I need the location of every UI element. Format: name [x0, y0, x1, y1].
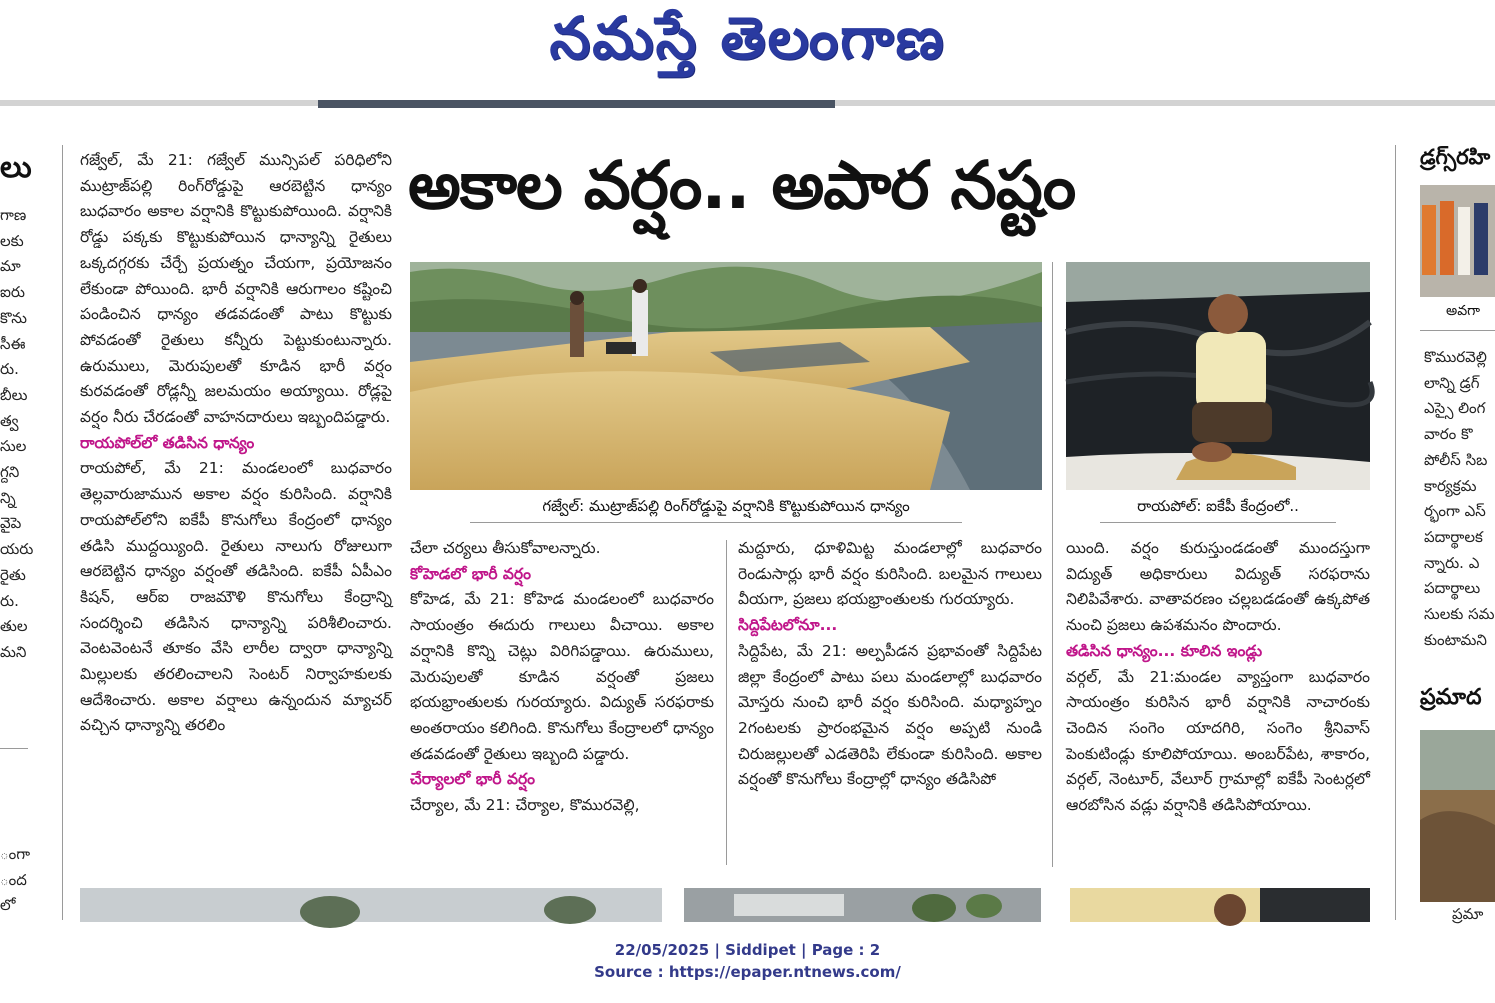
right-fragment-line: సులకు సమ	[1424, 605, 1495, 623]
right-fragment-heading: డ్రగ్స్‌రహి	[1420, 145, 1491, 169]
photo-right-bottom-image	[1420, 730, 1495, 902]
left-fragment-heading: లు	[0, 150, 32, 185]
right-fragment-line: పదార్థాలక	[1424, 527, 1483, 546]
right-fragment-line: న్నారు. ఎ	[1424, 553, 1480, 572]
caption-underline	[470, 522, 962, 523]
column-rule	[726, 540, 727, 865]
right-fragment-line: కార్యక్రమ	[1424, 476, 1477, 495]
footer-source: Source : https://epaper.ntnews.com/	[594, 963, 901, 981]
right-fragment-line: వారం కొ	[1424, 425, 1473, 444]
article-column-1	[80, 148, 392, 868]
photo-right-top-image	[1420, 185, 1495, 297]
article-column-4	[1066, 536, 1370, 866]
article-subhead: తడిసిన ధాన్యం... కూలిన ఇండ్లు	[1066, 641, 1263, 660]
article-paragraph: వర్గల్‌, మే 21:మండల వ్యాప్తంగా బుధవారం సాయంత్రం కురిసిన భారీ వర్షానికి నాచారంకు చెందిన సంగెం యాదగిరి, సంగెం శ్రీనివాస్‌ పెంకుటిండ్లు కూలిపోయాయి. అంబర్‌పేట, శాకారం, వర్గల్‌, నెంటూర్‌, వేలూర్‌ గ్రామాల్లో ఐకేపీ సెంటర్లలో ఆరబోసిన వడ్లు వర్షానికి తడిసిపోయాయి.	[1066, 667, 1370, 815]
photo-bottom-1	[80, 888, 662, 922]
column-rule-right	[1395, 145, 1396, 920]
right-fragment-heading-2: ప్రమాద	[1420, 685, 1482, 710]
photo-caption-2: రాయపోల్‌: ఐకేపీ కేంద్రంలో..	[1137, 497, 1299, 515]
left-fragment-line: సీఈ	[0, 334, 26, 353]
right-fragment-line: ర్భంగా ఎస్	[1424, 502, 1486, 521]
right-fragment-line: పోలీస్ సిబ	[1424, 450, 1488, 469]
left-fragment-line: మని	[0, 642, 27, 661]
masthead	[0, 0, 1495, 108]
photo-bottom-2	[684, 888, 1041, 922]
left-fragment-line: రు.	[0, 591, 19, 610]
article-paragraph: సిద్దిపేట, మే 21: అల్పపీడన ప్రభావంతో సిద్దిపేట జిల్లా కేంద్రంలో పాటు పలు మండలాల్లో బుధవారం మోస్తరు నుంచి భారీ వర్షం కురిసింది. మధ్యాహ్నం 2గంటలకు ప్రారంభమైన వర్షం అప్పటి నుండి చిరుజల్లులతో ఎడతెరిపి లేకుండా కురిసింది. అకాల వర్షంతో కొనుగోలు కేంద్రాల్లో ధాన్యం తడిసిపో	[738, 641, 1042, 789]
left-fragment-line: సుల	[0, 437, 27, 456]
photo-right-top	[1420, 185, 1495, 297]
left-fragment-line: మా	[0, 257, 21, 276]
photo-grain-road-image	[410, 262, 1042, 490]
caption-underline	[1100, 522, 1336, 523]
article-paragraph: మద్దూరు, ధూళిమిట్ట మండలాల్లో బుధవారం రెండుసార్లు భారీ వర్షం కురిసింది. బలమైన గాలులు వీయగా, ప్రజలు భయభ్రాంతులకు గురయ్యారు.	[738, 539, 1042, 609]
right-fragment-line: ఎస్సై లింగ	[1424, 399, 1486, 418]
left-divider	[0, 748, 28, 749]
photo-bottom-3	[1070, 888, 1370, 922]
left-fragment-line: యరు	[0, 540, 34, 559]
photo-farmer	[1066, 262, 1370, 490]
left-fragment-line: తుల	[0, 617, 28, 636]
article-column-2	[410, 536, 714, 866]
right-fragment-line: పదార్థాలు	[1424, 579, 1481, 598]
left-fragment-line: గ్దని	[0, 463, 20, 481]
photo-farmer-image	[1066, 262, 1370, 490]
article-headline: అకాల వర్షం.. అపార నష్టం	[408, 147, 1076, 224]
article-subhead: కోహెడలో భారీ వర్షం	[410, 564, 531, 583]
left-fragment-line: న్ని	[0, 488, 16, 507]
article-paragraph: రాయపోల్‌, మే 21: మండలంలో బుధవారం తెల్లవారుజామున అకాల వర్షం కురిసింది. వర్షానికి రాయపోల్‌లోని ఐకేపీ కొనుగోలు కేంద్రంలో ధాన్యం తడిసి ముద్దయ్యింది. రైతులు నాలుగు రోజులుగా ఆరబెట్టిన ధాన్యం వర్షంతో తడిసింది. ఐకేపీ ఏపీఎం కిషన్‌, ఆర్‌ఐ రాజమౌళి కొనుగోలు కేంద్రాన్ని సందర్శించి తడిసిన ధాన్యాన్ని పరిశీలించారు. వెంటవెంటనే తూకం వేసి లారీల ద్వారా ధాన్యాన్ని మిల్లులకు తరలించాలని సెంటర్‌ నిర్వాహకులకు ఆదేశించారు. అకాల వర్షాలు ఉన్నందున మ్యాచర్‌ వచ్చిన ధాన్యాన్ని తరలిం	[80, 459, 392, 735]
article-paragraph: యింది. వర్షం కురుస్తుండడంతో ముందస్తుగా విద్యుత్‌ అధికారులు విద్యుత్‌ సరఫరాను నిలిపివేశారు. వాతావరణం చల్లబడడంతో ఉక్కపోత నుంచి ప్రజలు ఉపశమనం పొందారు.	[1066, 539, 1370, 635]
left-fragment-line: కొను	[0, 308, 27, 327]
article-paragraph: గజ్వేల్‌, మే 21: గజ్వేల్‌ మున్సిపల్‌ పరిధిలోని ముట్రాజ్‌పల్లి రింగ్‌రోడ్డుపై ఆరబెట్టిన ధాన్యం బుధవారం అకాల వర్షానికి కొట్టుకుపోయింది. వర్షానికి రోడ్డు పక్కకు కొట్టుకుపోయిన ధాన్యాన్ని రైతులు ఒక్కదగ్గరకు చేర్చే ప్రయత్నం చేయగా, ప్రయోజనం లేకుండా పోయింది. భారీ వర్షానికి ఆరుగాలం కష్టించి పండించిన ధాన్యం తడవడంతో పాటు కొట్టుకు పోవడంతో రైతులు కన్నీరు పెట్టుకుంటున్నారు. ఉరుములు, మెరుపులతో కూడిన భారీ వర్షం కురవడంతో రోడ్లన్నీ జలమయం అయ్యాయి. రోడ్లపై వర్షం నీరు చేరడంతో వాహనదారులు ఇబ్బందిపడ్డారు.	[80, 151, 392, 427]
article-paragraph: చేలా చర్యలు తీసుకోవాలన్నారు.	[410, 539, 601, 557]
article-subhead: రాయపోల్‌లో తడిసిన ధాన్యం	[80, 433, 255, 452]
left-fragment-line: బీలు	[0, 385, 28, 404]
article-paragraph: చేర్యాల, మే 21: చేర్యాల, కొమురవెల్లి,	[410, 796, 640, 815]
right-cut-caption: ప్రమా	[1452, 905, 1484, 923]
photo-caption-1: గజ్వేల్‌: ముట్రాజ్‌పల్లి రింగ్‌రోడ్డుపై వర్షానికి కొట్టుకుపోయిన ధాన్యం	[542, 497, 910, 515]
column-rule-left	[62, 145, 63, 920]
footer-date-edition: 22/05/2025 | Siddipet | Page : 2	[614, 941, 881, 959]
article-subhead: సిద్దిపేటలోనూ...	[738, 616, 838, 635]
masthead-rule-accent	[318, 100, 835, 108]
left-fragment-line: ంద	[0, 870, 27, 889]
right-fragment-line: లాన్ని డ్రగ్	[1424, 373, 1480, 392]
right-divider	[1420, 330, 1495, 331]
right-fragment-line: కుంటామని	[1424, 630, 1487, 649]
photo-grain-road	[410, 262, 1042, 490]
photo-bottom-1-image	[80, 888, 662, 922]
right-photo-caption: అవగా	[1446, 303, 1481, 319]
article-column-3	[738, 536, 1042, 866]
left-fragment-line: రు.	[0, 360, 19, 379]
left-fragment-line: త్వ	[0, 411, 19, 430]
newspaper-logo: నమస్తే తెలంగాణ	[549, 4, 946, 72]
left-fragment-line: లకు	[0, 231, 24, 250]
photo-bottom-3-image	[1070, 888, 1370, 922]
left-fragment-line: లో	[0, 896, 16, 915]
left-fragment-line: ఐరు	[0, 283, 25, 302]
photo-bottom-2-image	[684, 888, 1041, 922]
left-fragment-line: గాణ	[0, 206, 27, 224]
left-fragment-line: ంగా	[0, 845, 31, 863]
left-fragment-line: వైపె	[0, 514, 22, 533]
left-fragment-line: రైతు	[0, 565, 26, 584]
column-rule	[1052, 262, 1053, 867]
article-paragraph: కోహెడ, మే 21: కోహెడ మండలంలో బుధవారం సాయంత్రం ఈదురు గాలులు వీచాయి. అకాల వర్షానికి కొన్ని చెట్లు విరిగిపడ్డాయి. ఉరుములు, మెరుపులతో కూడిన వర్షంతో ప్రజలు భయభ్రాంతులకు గురయ్యారు. విద్యుత్‌ సరఫరాకు అంతరాయం కలిగింది. కొనుగోలు కేంద్రాలలో ధాన్యం తడవడంతో రైతులు ఇబ్బంది పడ్డారు.	[410, 590, 714, 763]
right-fragment-line: కొమురవెల్లి	[1424, 348, 1487, 366]
article-subhead: చేర్యాలలో భారీ వర్షం	[410, 770, 536, 789]
photo-right-bottom	[1420, 730, 1495, 902]
